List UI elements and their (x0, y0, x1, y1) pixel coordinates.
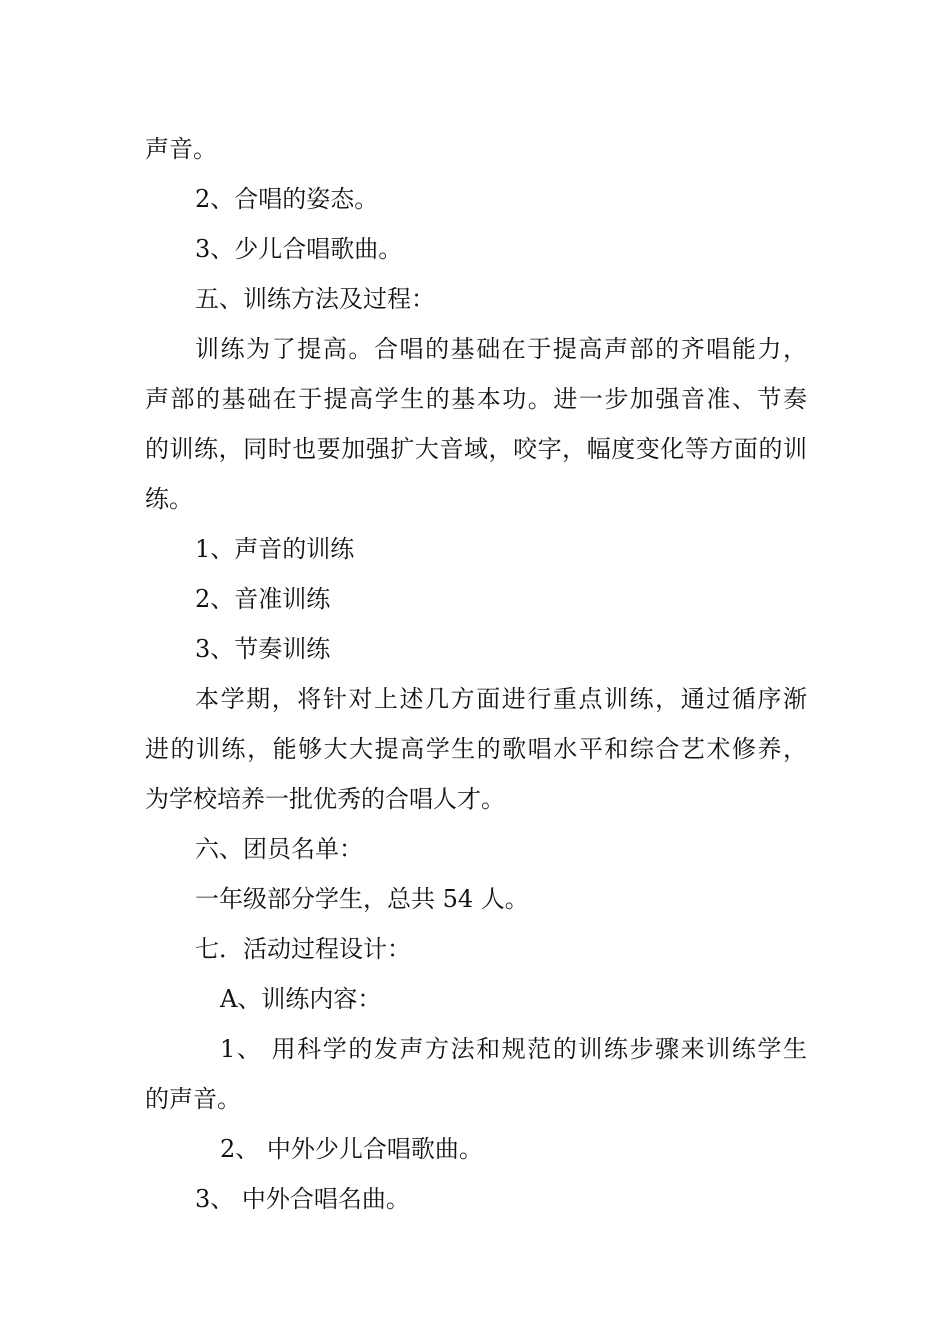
paragraph-line: 一年级部分学生，总共 54 人。 (195, 885, 529, 913)
list-item: 1、 用科学的发声方法和规范的训练步骤来训练学生 (220, 1035, 807, 1063)
list-item: 2、 中外少儿合唱歌曲。 (220, 1135, 483, 1163)
paragraph-line: 的训练，同时也要加强扩大音域，咬字，幅度变化等方面的训 (145, 435, 807, 463)
text-line: 声音。 (145, 135, 217, 163)
list-item: 1、声音的训练 (195, 535, 355, 563)
paragraph-line: 练。 (145, 485, 193, 513)
paragraph-line: 为学校培养一批优秀的合唱人才。 (145, 785, 505, 813)
list-item-continuation: 的声音。 (145, 1085, 241, 1113)
list-item: 2、合唱的姿态。 (195, 185, 379, 213)
section-heading: 六、团员名单： (195, 835, 363, 863)
list-item: 3、少儿合唱歌曲。 (195, 235, 403, 263)
list-item: 2、音准训练 (195, 585, 331, 613)
paragraph-line: 声部的基础在于提高学生的基本功。进一步加强音准、节奏 (145, 385, 807, 413)
paragraph-line: 训练为了提高。合唱的基础在于提高声部的齐唱能力， (195, 335, 807, 363)
section-heading: 七．活动过程设计： (195, 935, 411, 963)
list-item: 3、节奏训练 (195, 635, 331, 663)
subsection-heading: A、训练内容： (220, 985, 382, 1013)
section-heading: 五、训练方法及过程： (195, 285, 435, 313)
paragraph-line: 本学期，将针对上述几方面进行重点训练，通过循序渐 (195, 685, 807, 713)
paragraph-line: 进的训练，能够大大提高学生的歌唱水平和综合艺术修养， (145, 735, 807, 763)
list-item: 3、 中外合唱名曲。 (195, 1185, 410, 1213)
